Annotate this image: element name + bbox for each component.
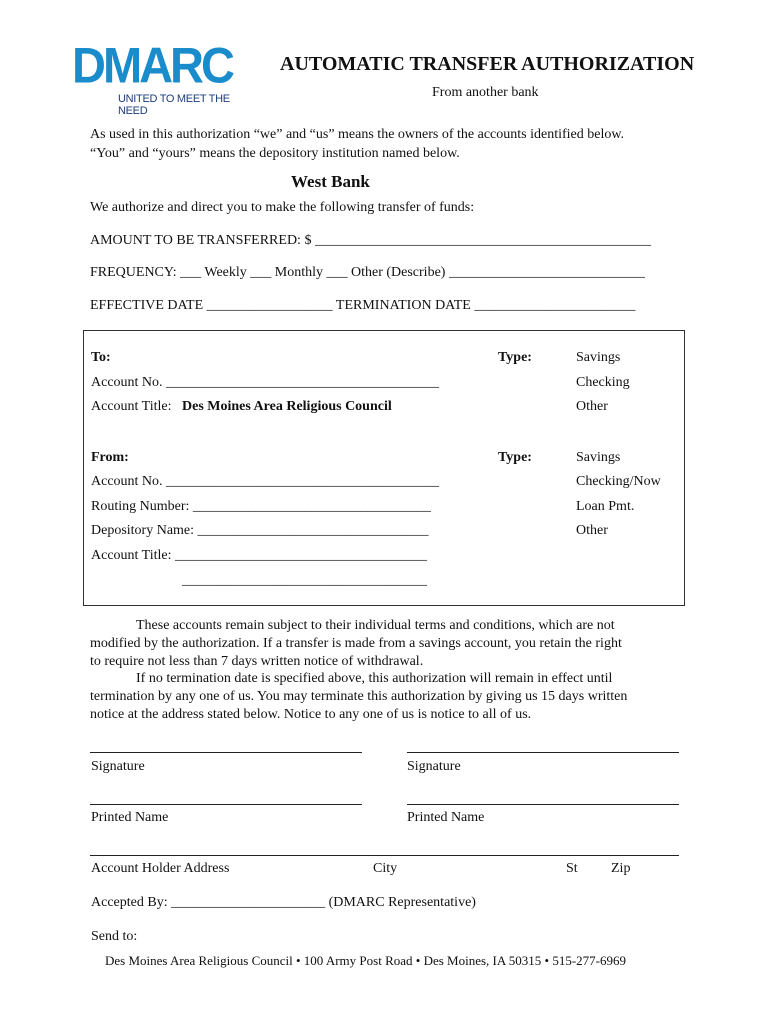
logo-wordmark: DMARC xyxy=(72,36,232,93)
dates-field[interactable]: EFFECTIVE DATE __________________ TERMINATION DATE _______________________ xyxy=(90,298,636,313)
accepted-by-field[interactable]: Accepted By: ______________________ (DMARC Representative) xyxy=(91,895,476,910)
signature-label-1: Signature xyxy=(91,759,145,774)
from-type-other[interactable]: Other xyxy=(576,523,608,538)
printed-name-label-1: Printed Name xyxy=(91,810,169,825)
form-subtitle: From another bank xyxy=(432,85,539,100)
logo-tagline: UNITED TO MEET THE NEED xyxy=(118,93,230,117)
from-heading: From: xyxy=(91,450,129,465)
from-type-savings[interactable]: Savings xyxy=(576,450,621,465)
amount-field[interactable]: AMOUNT TO BE TRANSFERRED: $ ________________________________________________ xyxy=(90,233,651,248)
footer-address: Des Moines Area Religious Council • 100 Army Post Road • Des Moines, IA 50315 • 515-277-6969 xyxy=(105,953,626,968)
printed-name-label-2: Printed Name xyxy=(407,810,485,825)
dmarc-logo xyxy=(72,36,254,117)
terms-p2-line3: notice at the address stated below. Notice to any one of us is notice to all of us. xyxy=(90,707,532,722)
depository-name-field[interactable]: Depository Name: _________________________________ xyxy=(91,523,429,538)
address-label: Account Holder Address xyxy=(91,861,230,876)
city-label: City xyxy=(373,861,398,876)
terms-p1-line3: to require not less than 7 days written notice of withdrawal. xyxy=(90,654,424,669)
from-type-loan-pmt[interactable]: Loan Pmt. xyxy=(576,499,635,514)
from-account-title-field[interactable]: Account Title: ____________________________________ xyxy=(91,548,428,563)
frequency-field[interactable]: FREQUENCY: ___ Weekly ___ Monthly ___ Other (Describe) ____________________________ xyxy=(90,265,645,280)
signature-label-2: Signature xyxy=(407,759,461,774)
state-label: St xyxy=(566,861,578,876)
printed-name-line-2[interactable] xyxy=(407,804,679,805)
form-title: AUTOMATIC TRANSFER AUTHORIZATION xyxy=(280,53,695,75)
terms-p1-line1: These accounts remain subject to their individual terms and conditions, which are not xyxy=(136,618,615,633)
to-account-no-field[interactable]: Account No. _______________________________________ xyxy=(91,375,440,390)
intro-line-1: As used in this authorization “we” and “us” means the owners of the accounts identified below. xyxy=(90,127,625,142)
terms-p2-line1: If no termination date is specified above, this authorization will remain in effect until xyxy=(136,671,613,686)
terms-p2-line2: termination by any one of us. You may terminate this authorization by giving us 15 days written xyxy=(90,689,628,704)
to-type-checking[interactable]: Checking xyxy=(576,375,630,390)
from-type-checking-now[interactable]: Checking/Now xyxy=(576,474,661,489)
bank-name: West Bank xyxy=(291,172,370,191)
to-type-label: Type: xyxy=(498,350,532,365)
intro-line-2: “You” and “yours” means the depository institution named below. xyxy=(90,146,460,161)
from-account-title-field-cont[interactable]: ___________________________________ xyxy=(182,573,427,588)
to-account-title-label: Account Title: xyxy=(91,399,172,414)
authorize-text: We authorize and direct you to make the following transfer of funds: xyxy=(90,200,475,215)
accounts-box xyxy=(83,330,685,606)
signature-line-1[interactable] xyxy=(90,752,362,753)
send-to-label: Send to: xyxy=(91,929,138,944)
routing-number-field[interactable]: Routing Number: __________________________________ xyxy=(91,499,431,514)
zip-label: Zip xyxy=(611,861,631,876)
to-type-savings[interactable]: Savings xyxy=(576,350,621,365)
to-type-other[interactable]: Other xyxy=(576,399,608,414)
signature-line-2[interactable] xyxy=(407,752,679,753)
from-account-no-field[interactable]: Account No. _______________________________________ xyxy=(91,474,440,489)
to-account-title-value: Des Moines Area Religious Council xyxy=(182,399,392,414)
terms-p1-line2: modified by the authorization. If a transfer is made from a savings account, you retain the right xyxy=(90,636,622,651)
address-line[interactable] xyxy=(90,855,679,856)
to-heading: To: xyxy=(91,350,111,365)
from-type-label: Type: xyxy=(498,450,532,465)
printed-name-line-1[interactable] xyxy=(90,804,362,805)
